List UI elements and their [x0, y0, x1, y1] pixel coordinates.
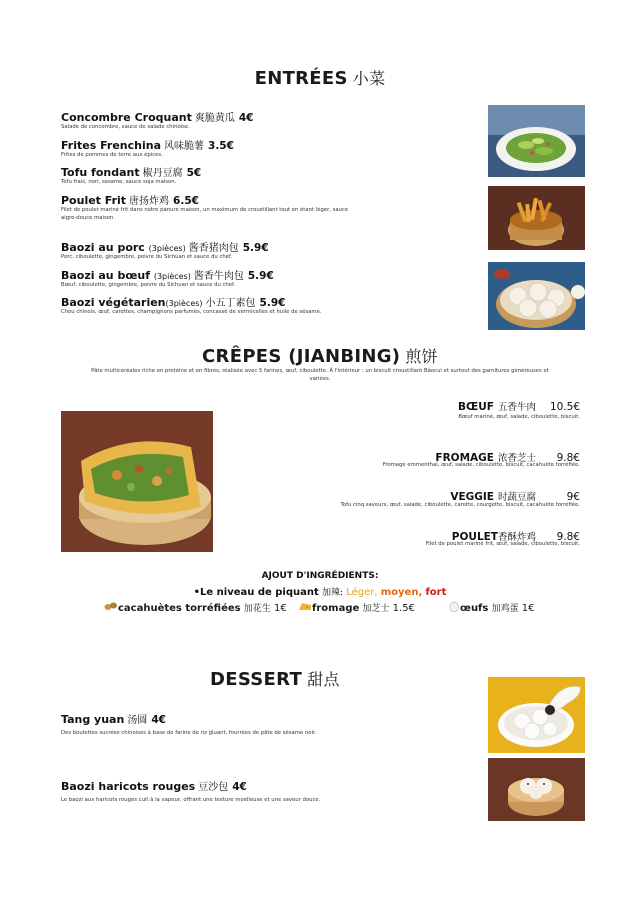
piquant-zh: 加辣: [321, 588, 344, 598]
item-price: 3.5€ [208, 139, 234, 152]
extra-cacahuetes [104, 601, 287, 614]
extra-name: fromage [312, 603, 360, 614]
item-zh: 汤圆 [127, 715, 148, 726]
item-name: Poulet Frit [61, 194, 127, 208]
peanut-icon [104, 601, 118, 612]
item-zh: 风味脆薯 [164, 140, 205, 152]
jianbing-photo [61, 411, 213, 552]
frites-photo [488, 186, 585, 250]
piquant-moyen: moyen, [380, 587, 423, 598]
item-name: Baozi végétarien [61, 296, 166, 310]
crepes-title-zh: 煎饼 [405, 347, 438, 366]
item-price: 5.9€ [242, 242, 269, 254]
item-desc: Porc, ciboulette, gingembre, poivre du Sichuan et sauce du chef. [61, 254, 233, 260]
entrees-title [0, 66, 640, 89]
crepes-intro [60, 368, 580, 383]
piquant-label: •Le niveau de piquant [193, 587, 319, 598]
menu-item-poulet-frit [61, 192, 391, 207]
item-zh: 酱香牛肉包 [193, 270, 244, 282]
crepe-zh: 香酥炸鸡 [497, 532, 536, 543]
item-price: 5€ [186, 167, 202, 180]
item-zh: 椒丹豆腐 [142, 168, 183, 180]
baozi-photo [488, 262, 585, 330]
item-desc: Bœuf, ciboulette, gingembre, poivre du Sichuan et sauce du chef. [61, 281, 236, 288]
crepe-zh: 五香牛肉 [497, 402, 536, 413]
item-zh: 小五丁素包 [205, 298, 256, 310]
crepes-title-text: CRÊPES (JIANBING) [202, 346, 401, 367]
item-desc-line: aigre-douce maison. [61, 214, 116, 221]
baozi-list [61, 239, 401, 317]
item-qty: (3pièces) [153, 271, 191, 281]
piquant-fort: fort [425, 587, 447, 598]
crepe-desc: Fromage emmenthal, œuf, salade, ciboulette, biscuit, cacahuète torréfiée. [382, 462, 580, 468]
item-price: 4€ [151, 714, 166, 726]
crepe-item-boeuf [458, 395, 580, 414]
item-qty: (3pièces) [148, 244, 186, 253]
extra-name: cacahuètes torréfiées [118, 603, 241, 614]
item-zh: 豆沙包 [198, 782, 229, 793]
extra-oeufs [448, 601, 535, 614]
crepes-intro-line: Pâte multicéréales riche en protéine et en fibres, réalisée avec 5 farines, œuf, ciboulette. À l'intérieur : un biscuit croustillant Báocuì et surtout des garnitures généreuses et [91, 368, 549, 374]
item-name: Frites Frenchina [61, 138, 162, 152]
entrees-title-zh: 小菜 [352, 69, 386, 88]
crepe-name: FROMAGE [435, 452, 494, 464]
extra-price: 1.5€ [392, 603, 415, 614]
dessert-item-tangyuan [61, 711, 461, 738]
item-desc: Le baozi aux haricots rouges cuit à la vapeur, offrant une texture moelleuse et une saveur douce. [61, 797, 321, 803]
item-price: 4€ [232, 781, 247, 793]
extra-zh: 加芝士 [362, 604, 390, 614]
egg-icon [448, 601, 460, 612]
menu-item-baozi-vegetarien [61, 294, 401, 309]
menu-item-concombre [61, 109, 391, 124]
extra-zh: 加花生 [243, 604, 271, 614]
concombre-photo [488, 105, 585, 177]
crepe-desc: Filet de poulet mariné frit, œuf, salade, ciboulette, biscuit. [425, 541, 580, 547]
crepe-zh: 浓香芝士 [497, 453, 536, 464]
extra-name: œufs [460, 603, 489, 614]
item-desc: Frites de pommes de terre aux épices. [61, 151, 163, 158]
cheese-icon [298, 601, 312, 612]
baozi-haricots-photo [488, 758, 585, 821]
ajout-title: AJOUT D'INGRÉDIENTS: [261, 571, 379, 581]
menu-item-tofu [61, 164, 391, 179]
item-name: Baozi au porc [61, 241, 145, 254]
item-desc [61, 207, 391, 222]
dessert-item-baozi-haricots [61, 778, 461, 805]
item-name: Baozi au bœuf [61, 268, 150, 282]
crepe-price: 9.8€ [556, 531, 580, 543]
crepe-name: BŒUF [458, 401, 494, 413]
item-price: 4€ [238, 112, 254, 124]
item-desc: Chou chinois, œuf, carottes, champignons parfumés, concassé de vermicelles et huile de sésame. [61, 309, 322, 316]
item-desc-line: Filet de poulet mariné frit dans notre panure maison, un maximum de croustillant tout en étant léger, sauce [61, 207, 349, 214]
crepe-price: 9€ [566, 491, 580, 503]
item-zh: 酱香猪肉包 [188, 243, 239, 254]
extra-fromage [298, 601, 415, 614]
dessert-title [210, 667, 340, 690]
item-name: Tang yuan [61, 713, 125, 726]
item-desc: Salade de concombre, sauce de salade chinoise. [61, 124, 190, 130]
entrees-list [61, 109, 391, 222]
piquant-leger: Léger, [346, 587, 378, 598]
menu-item-frites [61, 137, 391, 152]
crepe-price: 9.8€ [556, 452, 580, 464]
dessert-title-zh: 甜点 [307, 670, 340, 689]
item-name: Tofu fondant [61, 166, 140, 180]
crepes-title [0, 344, 640, 367]
item-desc: Des boulettes sucrées chinoises à base de farine de riz gluant, fourrées de pâte de sésame noir. [61, 730, 317, 736]
extra-price: 1€ [273, 603, 287, 614]
crepe-name: POULET [451, 531, 498, 543]
crepes-intro-line: variées. [309, 375, 331, 382]
menu-item-baozi-boeuf [61, 267, 401, 282]
dessert-title-text: DESSERT [210, 669, 303, 690]
item-qty: (3pièces) [165, 299, 203, 309]
item-desc: Tofu frais, nori, sesame, sauce soja maison. [61, 179, 177, 186]
extra-zh: 加鸡蛋 [491, 604, 519, 614]
extra-price: 1€ [521, 603, 535, 614]
crepe-desc: Tofu cinq saveurs, œuf, salade, ciboulette, carotte, courgette, biscuit, cacahuète torréfiée. [340, 502, 580, 508]
item-price: 6.5€ [173, 195, 199, 208]
piquant-line [0, 585, 640, 598]
menu-item-baozi-porc [61, 239, 401, 254]
tangyuan-photo [488, 677, 585, 753]
entrees-title-text: ENTRÉES [254, 68, 348, 89]
item-zh: 爽脆黄瓜 [194, 113, 235, 124]
crepe-name: VEGGIE [450, 491, 494, 503]
item-price: 5.9€ [247, 269, 274, 282]
item-name: Concombre Croquant [61, 111, 192, 124]
crepe-zh: 时蔬豆腐 [497, 492, 536, 503]
item-zh: 唐扬炸鸡 [129, 196, 170, 208]
item-name: Baozi haricots rouges [61, 780, 196, 793]
crepe-desc: Bœuf mariné, œuf, salade, ciboulette, biscuit. [458, 414, 580, 420]
item-price: 5.9€ [259, 297, 286, 310]
crepe-price: 10.5€ [549, 401, 580, 413]
